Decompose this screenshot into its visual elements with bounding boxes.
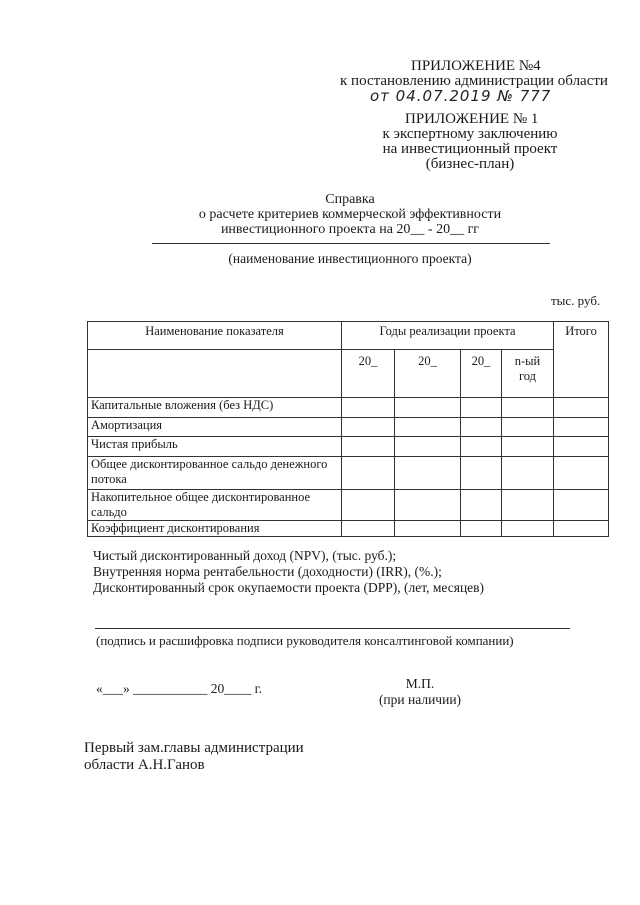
document-subtitle: о расчете критериев коммерческой эффективности [198,207,502,222]
cell [395,521,461,537]
cell [461,437,502,457]
appendix1-line1: к экспертному заключению [382,126,558,142]
cell [554,437,609,457]
cell [342,521,395,537]
cell [342,457,395,490]
criterion-irr: Внутренняя норма рентабельности (доходности) (IRR), (%.); [93,564,442,579]
cell [554,521,609,537]
signer-position: Первый зам.главы администрации [84,740,304,756]
cell [502,418,554,437]
project-name-line [152,243,550,244]
row-amortization: Амортизация [88,418,342,437]
cell [395,437,461,457]
criterion-dpp: Дисконтированный срок окупаемости проекта (DPP), (лет, месяцев) [93,580,485,595]
cell [461,398,502,418]
cell [395,490,461,521]
cell [502,437,554,457]
row-net-profit: Чистая прибыль [88,437,342,457]
cell [395,398,461,418]
efficiency-table [87,321,609,537]
signer-name: области А.Н.Ганов [84,757,205,773]
appendix1-line2: на инвестиционный проект [382,141,558,157]
header-indicator-name-cont [88,350,342,398]
appendix4-title: ПРИЛОЖЕНИЕ №4 [411,58,541,74]
cell [342,490,395,521]
cell [554,457,609,490]
cell [461,418,502,437]
criterion-npv: Чистый дисконтированный доход (NPV), (тыс. руб.); [93,548,397,563]
row-cumulative-balance: Накопительное общее дисконтированное сальдо [88,490,342,521]
cell [502,521,554,537]
cell [342,398,395,418]
cell [342,418,395,437]
cell [554,490,609,521]
header-year-1: 20_ [342,350,395,398]
signature-caption: (подпись и расшифровка подписи руководителя консалтинговой компании) [96,633,514,648]
cell [502,457,554,490]
project-name-caption: (наименование инвестиционного проекта) [228,251,472,266]
row-capital-investment: Капитальные вложения (без НДС) [88,398,342,418]
document-period: инвестиционного проекта на 20__ - 20__ гг [220,222,480,237]
header-indicator-name: Наименование показателя [88,322,342,350]
appendix4-reference: к постановлению администрации области [340,73,608,89]
header-project-years: Годы реализации проекта [342,322,554,350]
signature-date: «___» ___________ 20____ г. [96,681,263,696]
stamp-note: (при наличии) [378,692,462,707]
cell [395,418,461,437]
header-year-2: 20_ [395,350,461,398]
cell [461,490,502,521]
header-year-n: n-ый год [502,350,554,398]
row-discounted-balance: Общее дисконтированное сальдо денежного потока [88,457,342,490]
header-total: Итого [554,322,609,398]
cell [461,521,502,537]
appendix1-line3: (бизнес-план) [425,156,515,172]
cell [554,398,609,418]
cell [554,418,609,437]
cell [395,457,461,490]
row-discount-factor: Коэффициент дисконтирования [88,521,342,537]
units-label: тыс. руб. [551,293,601,308]
handwritten-date: от 04.07.2019 № 777 [370,87,552,105]
cell [342,437,395,457]
cell [502,398,554,418]
signature-line [95,628,570,629]
document-title: Справка [325,192,375,207]
stamp-label: М.П. [405,676,435,691]
header-year-3: 20_ [461,350,502,398]
cell [461,457,502,490]
cell [502,490,554,521]
appendix1-title: ПРИЛОЖЕНИЕ № 1 [405,111,539,127]
